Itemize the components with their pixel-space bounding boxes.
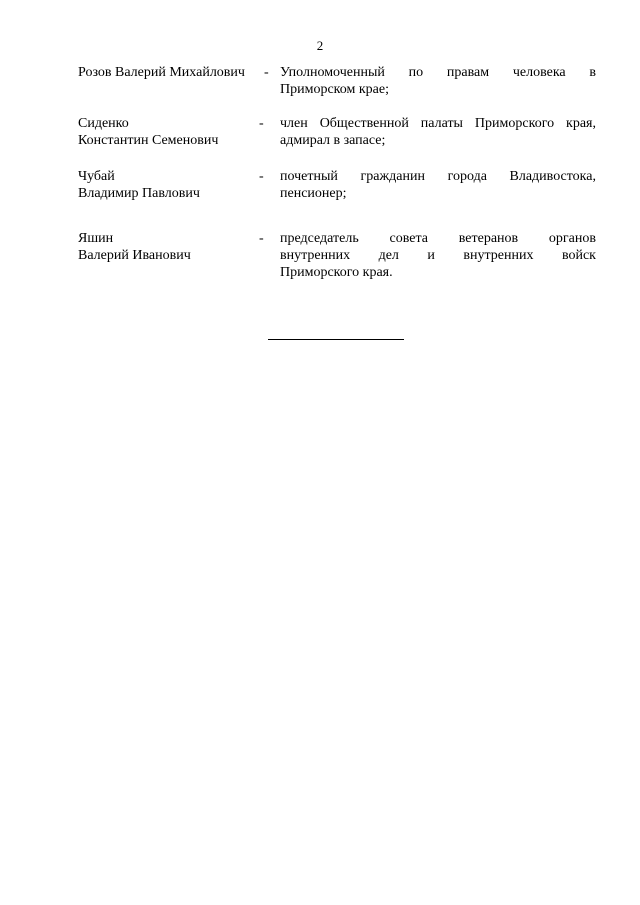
description-line: внутренних дел и внутренних войск [280, 248, 596, 263]
page-number: 2 [316, 38, 324, 53]
member-name-line: Чубай [78, 169, 115, 184]
member-name-line: Розов Валерий Михайлович [78, 65, 245, 80]
separator-dash: - [259, 231, 264, 246]
member-name-line: Сиденко [78, 116, 129, 131]
member-name-line: Владимир Павлович [78, 186, 200, 201]
member-description [280, 64, 596, 98]
description-line: председатель совета ветеранов органов [280, 231, 596, 246]
description-line: Уполномоченный по правам человека в [280, 65, 596, 80]
member-name-line: Константин Семенович [78, 133, 219, 148]
separator-dash: - [259, 169, 264, 184]
member-name-line: Яшин [78, 231, 114, 246]
separator-dash: - [264, 65, 269, 80]
description-line: адмирал в запасе; [280, 133, 386, 148]
description-line: член Общественной палаты Приморского края, [280, 116, 596, 131]
member-name-line: Валерий Иванович [78, 248, 191, 263]
member-name [78, 115, 258, 149]
end-divider-line [268, 339, 404, 340]
description-line: почетный гражданин города Владивостока, [280, 169, 596, 184]
member-description [280, 115, 596, 149]
description-line: Приморского края. [280, 265, 393, 280]
member-description [280, 230, 596, 281]
description-line: Приморском крае; [280, 82, 389, 97]
separator-dash: - [259, 116, 264, 131]
member-name [78, 64, 258, 81]
member-name [78, 168, 258, 202]
member-description [280, 168, 596, 202]
member-name [78, 230, 258, 264]
description-line: пенсионер; [280, 186, 347, 201]
